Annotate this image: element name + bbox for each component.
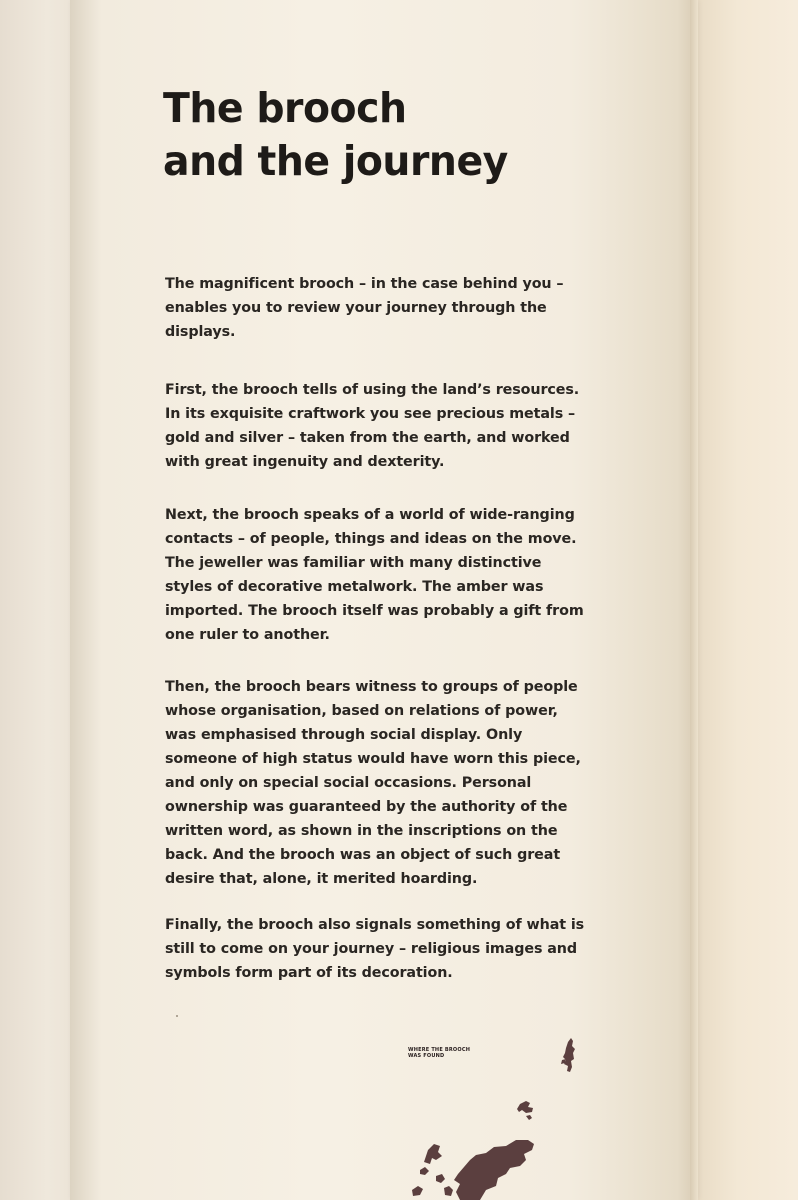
text-line: Next, the brooch speaks of a world of wide-ranging [165,507,575,523]
text-line: desire that, alone, it merited hoarding. [165,871,478,887]
text-line: back. And the brooch was an object of such great [165,847,561,863]
text-line: gold and silver – taken from the earth, and worked [165,430,570,446]
paragraph-power [165,675,605,891]
text-line: symbols form part of its decoration. [165,965,453,981]
text-line: someone of high status would have worn this piece, [165,751,581,767]
map-caption-line: WHERE THE BROOCH [408,1047,471,1053]
text-line: was emphasised through social display. Only [165,727,523,743]
paragraph-resources [165,378,605,474]
text-line: The magnificent brooch – in the case behind you – [165,276,564,292]
text-line: Finally, the brooch also signals something of what is [165,917,585,933]
text-line: enables you to review your journey through the [165,300,547,316]
text-line: First, the brooch tells of using the land’s resources. [165,382,580,398]
paragraph-intro [165,272,605,344]
panel-title [163,82,508,188]
text-line: styles of decorative metalwork. The amber was [165,579,544,595]
wall-left [0,0,78,1200]
text-line: ownership was guaranteed by the authority of the [165,799,568,815]
text-line: with great ingenuity and dexterity. [165,454,445,470]
text-line: contacts – of people, things and ideas on the move. [165,531,577,547]
text-line: displays. [165,324,236,340]
scotland-map-icon [400,1030,600,1200]
text-line: Then, the brooch bears witness to groups of people [165,679,578,695]
text-line: written word, as shown in the inscriptions on the [165,823,558,839]
text-line: In its exquisite craftwork you see precious metals – [165,406,576,422]
text-line: whose organisation, based on relations of power, [165,703,558,719]
paragraph-religious [165,913,605,985]
text-line: imported. The brooch itself was probably a gift from [165,603,584,619]
text-line: The jeweller was familiar with many distinctive [165,555,542,571]
panel-mark [176,1015,178,1017]
title-line: and the journey [163,137,508,185]
paragraph-contacts [165,503,605,647]
text-line: and only on special social occasions. Personal [165,775,532,791]
text-line: still to come on your journey – religious images and [165,941,577,957]
wall-right [698,0,798,1200]
text-line: one ruler to another. [165,627,330,643]
title-line: The brooch [163,84,407,132]
map-caption-line: WAS FOUND [408,1053,445,1059]
panel-edge [690,0,698,1200]
